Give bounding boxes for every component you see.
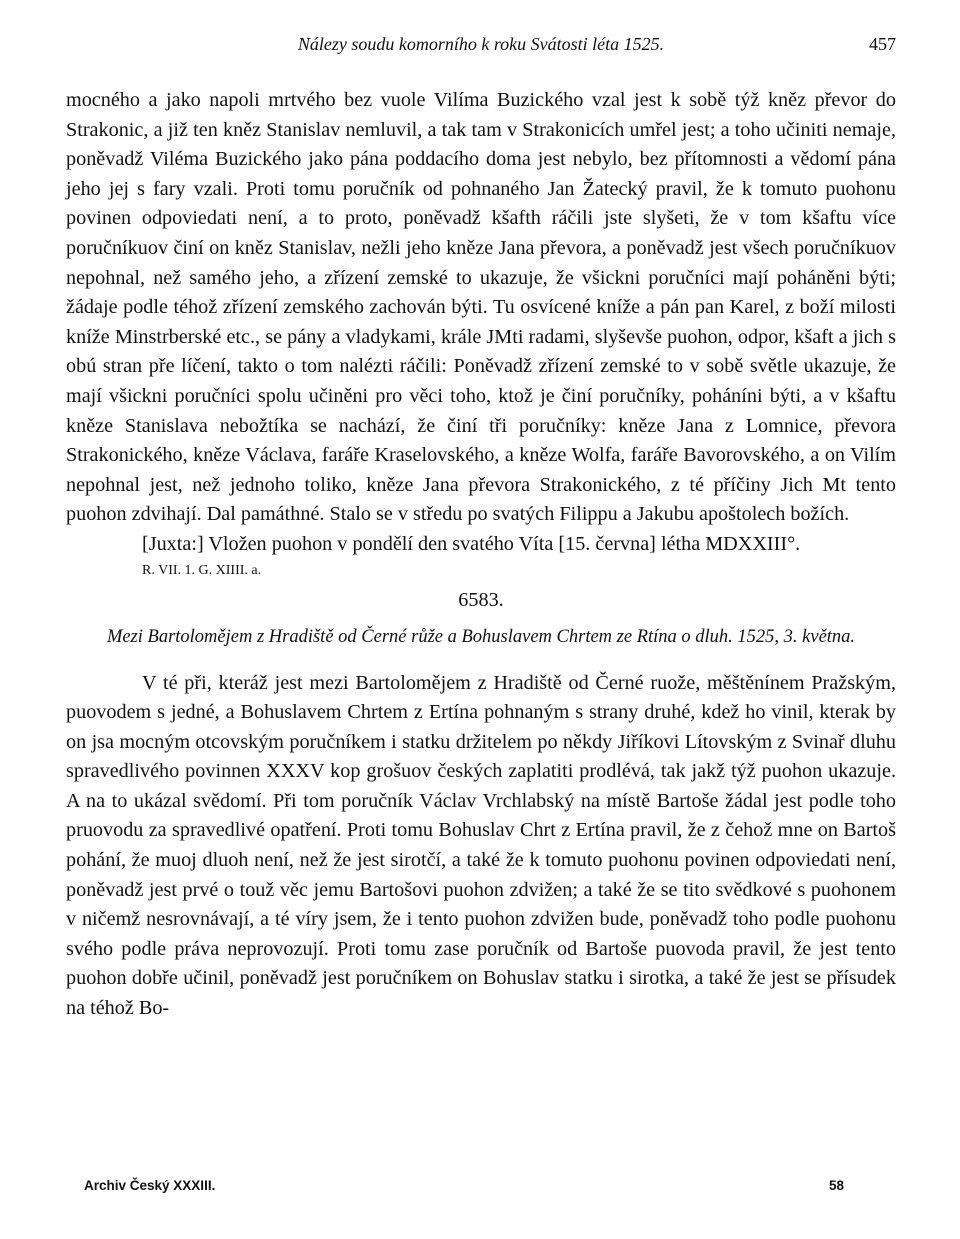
footer-signature-mark: 58 <box>828 1178 844 1193</box>
page-number: 457 <box>869 34 896 54</box>
document-body-paragraph: V té při, kteráž jest mezi Bartolomějem z Hradiště od Černé ruože, měštěnínem Pražským, puovodem s jedné, a Bohuslavem Chrtem z Ertína pohnaným s strany druhé, kdež ho vinil, kterak by on jsa mocným otcovským poručníkem i statku držitelem po někdy Jiříkovi Lítovským z Svinař dluhu spravedlivého povinnen XXXV kop grošuov českých zaplatiti prodlévá, tak jakž týž puohon ukazuje. A na to ukázal svědomí. Při tom poručník Václav Vrchlabský na místě Bartoše žádal jest podle toho pruovodu za spravedlivé opatření. Proti tomu Bohuslav Chrt z Ertína pravil, že z čehož mne on Bartoš pohání, že muoj dluoh není, než že jest sirotčí, a také že k tomuto puohonu povinen odpoviedati není, poněvadž jest prvé o touž věc jemu Bartošovi puohon zdvižen; a také že se tito svědkové s puohonem v ničemž nesrovnávají, a té víry jsem, že i tento puohon zdvižen bude, poněvadž toho podle puohonu svého podle práva neprovozují. Proti tomu zase poručník od Bartoše puovoda pravil, že jest tento puohon dobře učinil, poněvadž jest poručníkem on Bohuslav statku i sirotka, a také že jest se přísudek na téhož Bo- <box>66 671 896 1020</box>
page-footer <box>84 1178 844 1198</box>
document-regest: Mezi Bartolomějem z Hradiště od Černé růže a Bohuslavem Chrtem ze Rtína o dluh. 1525, 3. května. <box>106 626 856 647</box>
document-number: 6583. <box>458 588 504 611</box>
document-page <box>66 34 896 1024</box>
running-title: Nálezy soudu komorního k roku Svátosti léta 1525. <box>297 34 665 54</box>
continuation-paragraph: mocného a jako napoli mrtvého bez vuole Vilíma Buzického vzal jest k sobě týž kněz převor do Strakonic, a již ten kněz Stanislav nemluvil, a tak tam v Strakonicích umřel jest; a toho učiniti nemaje, poněvadž Viléma Buzického jako pána poddacího doma jest nebylo, bez přítomnosti a vědomí pána jeho jej s fary vzali. Proti tomu poručník od pohnaného Jan Žatecký pravil, že k tomuto puohonu povinen odpoviedati není, a to proto, poněvadž kšafth ráčili jste slyšeti, že v tom kšaftu více poručníkuov činí on kněz Stanislav, nežli jeho kněze Jana převora, a poněvadž jest všech poručníkuov nepohnal, než samého jeho, a zřízení zemské to ukazuje, že všickni poručníci mají poháněni býti; žádaje podle téhož zřízení zemského zachován býti. Tu osvícené kníže a pán pan Karel, z boží milosti kníže Minstrberské etc., se pány a vladykami, krále JMti radami, slyševše puohon, odpor, kšaft a jich s obú stran pře líčení, takto o tom nalézti ráčili: Poněvadž zřízení zemské to v sobě světle ukazuje, že mají všickni poručníci spolu učiněni pro věci toho, ktož je činí poručníky, poháníni býti, a v kšaftu kněze Stanislava nebožtíka se nachází, že činí tři poručníky: kněze Jana z Lomnice, převora Strakonického, kněze Václava, faráře Kraselovského, a kněze Wolfa, faráře Bavorovského, a on Vilím nepohnal jest, než jednoho toliko, kněze Jana převora Strakonického, z té příčiny Jich Mt tento puohon zdvihají. Dal památhné. Stalo se v středu po svatých Filippu a Jakubu apoštolech božích. <box>66 89 896 526</box>
running-head <box>66 34 896 64</box>
footer-series-title: Archiv Český XXXIII. <box>84 1178 216 1193</box>
archival-sigla: R. VII. 1. G. XIIII. a. <box>142 562 262 578</box>
juxta-note: [Juxta:] Vložen puohon v pondělí den svatého Víta [15. června] létha MDXXIII°. <box>142 532 801 555</box>
